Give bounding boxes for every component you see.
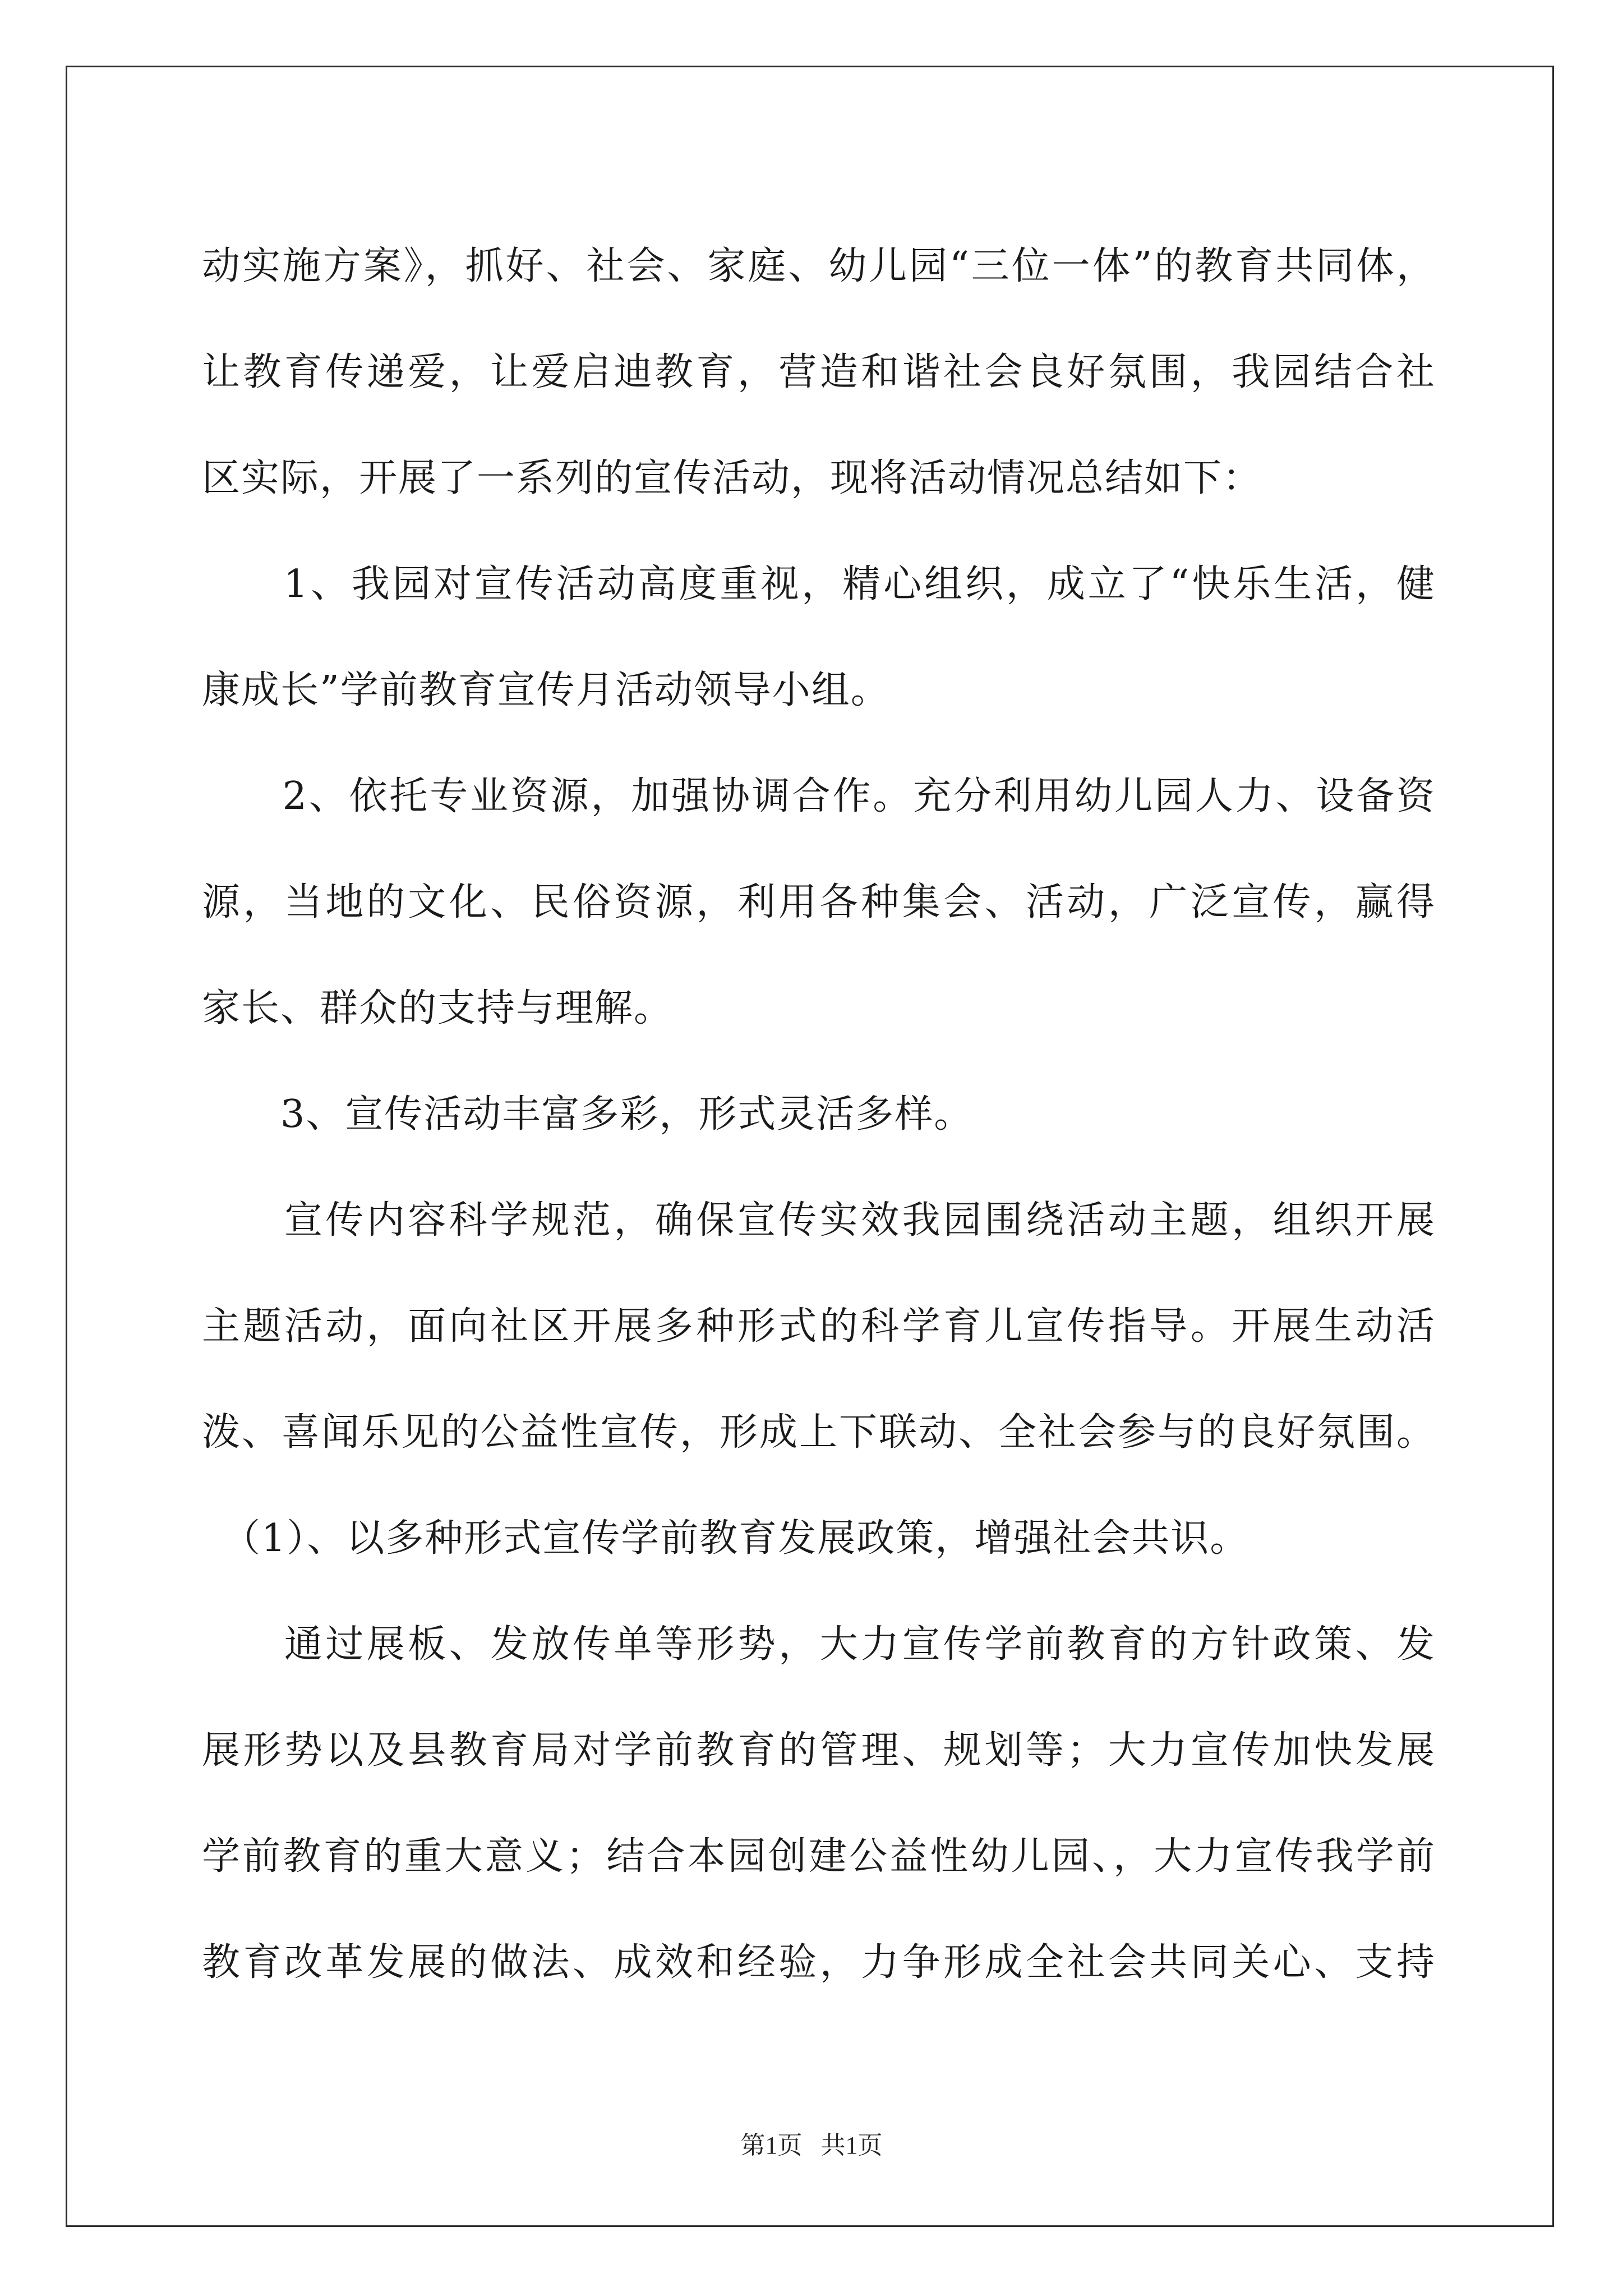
text-line: 通过展板、发放传单等形势，大力宣传学前教育的方针政策、发 bbox=[202, 1622, 1436, 1667]
text-line: 3、宣传活动丰富多彩，形式灵活多样。 bbox=[202, 1092, 974, 1137]
text-line: 家长、群众的支持与理解。 bbox=[202, 986, 674, 1030]
page-number: 第1页 共1页 bbox=[740, 2132, 883, 2159]
text-line: 区实际，开展了一系列的宣传活动，现将活动情况总结如下： bbox=[202, 456, 1262, 500]
text-line: 2、依托专业资源，加强协调合作。充分利用幼儿园人力、设备资 bbox=[202, 774, 1436, 818]
text-line: 展形势以及县教育局对学前教育的管理、规划等；大力宣传加快发展 bbox=[202, 1728, 1436, 1773]
document-body bbox=[202, 213, 1436, 2016]
text-line: 学前教育的重大意义；结合本园创建公益性幼儿园、，大力宣传我学前 bbox=[202, 1834, 1436, 1879]
text-line: 教育改革发展的做法、成效和经验，力争形成全社会共同关心、支持 bbox=[202, 1940, 1436, 1985]
text-line: （1）、以多种形式宣传学前教育发展政策，增强社会共识。 bbox=[202, 1516, 1249, 1561]
text-line: 主题活动，面向社区开展多种形式的科学育儿宣传指导。开展生动活 bbox=[202, 1304, 1436, 1349]
text-line: 泼、喜闻乐见的公益性宣传，形成上下联动、全社会参与的良好氛围。 bbox=[202, 1410, 1436, 1455]
text-line: 动实施方案》，抓好、社会、家庭、幼儿园“三位一体”的教育共同体， bbox=[202, 244, 1436, 288]
text-line: 1、我园对宣传活动高度重视，精心组织，成立了“快乐生活，健 bbox=[202, 562, 1436, 606]
text-line: 宣传内容科学规范，确保宣传实效我园围绕活动主题，组织开展 bbox=[202, 1198, 1436, 1243]
text-line: 康成长”学前教育宣传月活动领导小组。 bbox=[202, 668, 890, 712]
text-line: 让教育传递爱，让爱启迪教育，营造和谐社会良好氛围，我园结合社 bbox=[202, 350, 1436, 394]
text-line: 源，当地的文化、民俗资源，利用各种集会、活动，广泛宣传，赢得 bbox=[202, 880, 1436, 924]
